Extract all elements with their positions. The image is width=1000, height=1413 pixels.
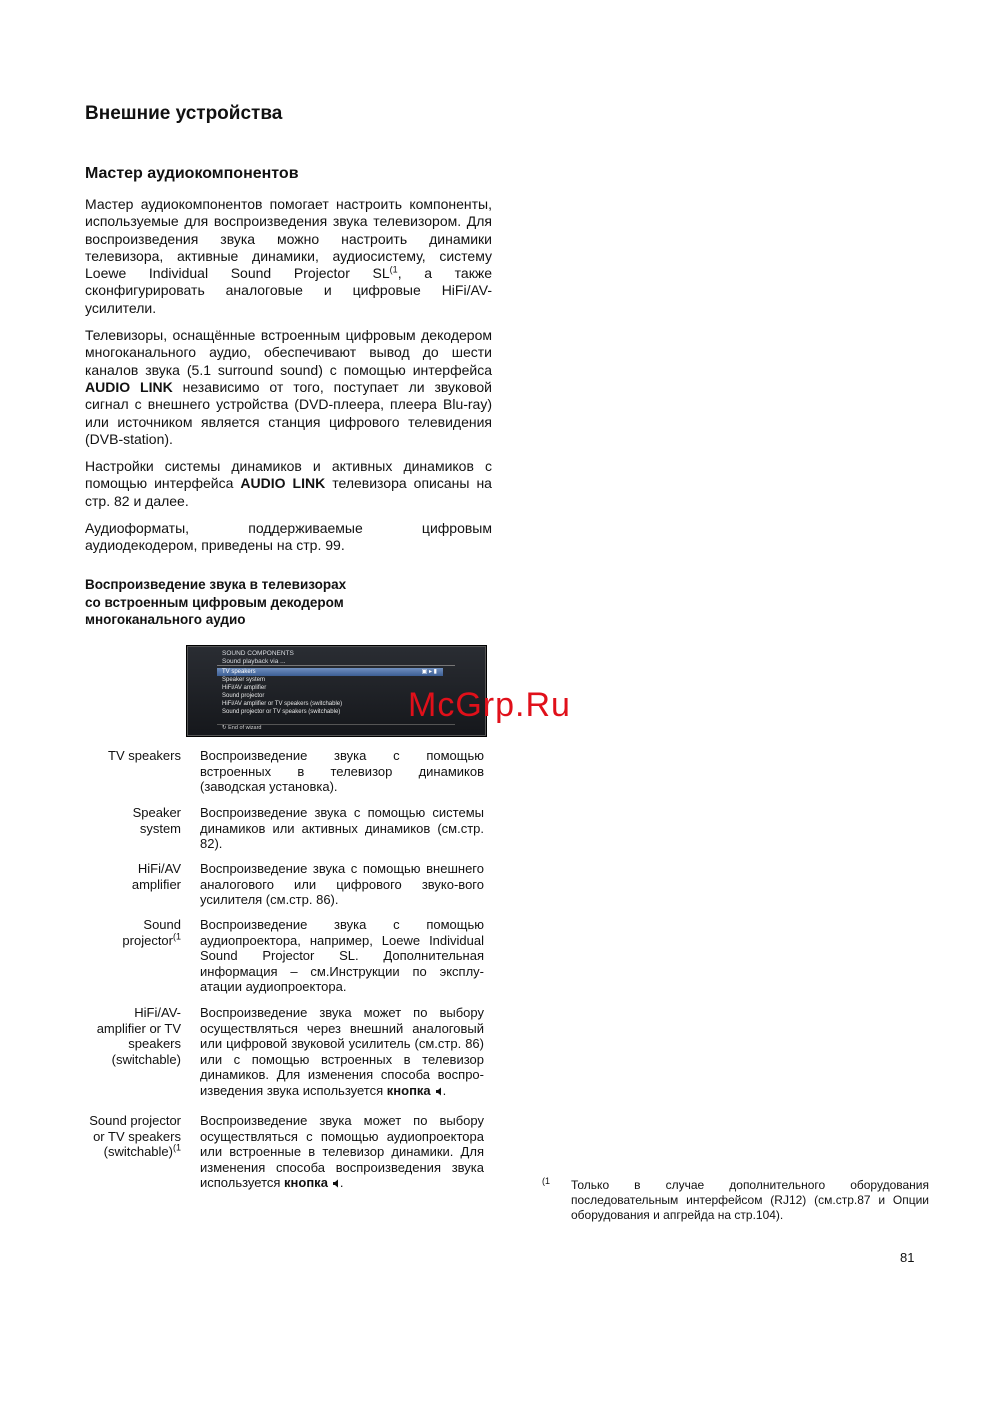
paragraph-4: Аудиоформаты, поддерживаемые цифровым аудиодекодером, приведены на стр. 99. [85,520,492,554]
page-number: 81 [900,1250,915,1265]
tv-menu-item: Speaker system [222,677,266,683]
term-sound-projector: Sound projector$^{(1}$ [122,917,181,948]
tv-menu-header: SOUND COMPONENTS Sound playback via ... [222,650,294,665]
def-speaker-system: Воспроизведение звука с помощью системы динамиков или активных динамиков (см.стр. 82). [200,805,484,851]
tv-menu-item: HiFi/AV amplifier or TV speakers (switchable) [222,701,343,707]
paragraph-2: Телевизоры, оснащённые встроенным цифровым декодером многоканального аудио, обеспечивают вывод до шести каналов звука (5.1 surround sound) с помощью интерфейса AUDIO LINK независимо от того, поступает ли звуковой сигнал с внешнего устройства (DVD-плеера, плеера Blu-ray) или источником является станция цифрового телевидения (DVB-station). [85,327,492,447]
speaker-icon [332,1179,340,1188]
speaker-icon [435,1087,443,1096]
page-title: Внешние устройства [85,103,283,124]
tv-menu-item: Sound projector [222,693,265,699]
term-projector-or-tv-switchable: Sound projector or TV speakers (switchable)$^{(1}$ [89,1113,181,1159]
def-hifi-or-tv-switchable: Воспроизведение звука может по выбору осуществляться через внешний аналоговый или цифровой звуковой усилитель (см.стр. 86) или с помощью встроенных в телевизор динамиков. Для изменения способа воспро-изведения звука используется кнопка . [200,1005,484,1098]
paragraph-3: Настройки системы динамиков и активных динамиков с помощью интерфейса AUDIO LINK телевизора описаны на стр. 82 и далее. [85,458,492,509]
term-tv-speakers: TV speakers [108,748,181,763]
subsection-title: Воспроизведение звука в телевизорах со встроенным цифровым декодером многоканального аудио [85,577,347,627]
def-hifi-av-amplifier: Воспроизведение звука с помощью внешнего аналогового или цифрового звуко-вого усилителя (см.стр. 86). [200,861,484,907]
def-tv-speakers: Воспроизведение звука с помощью встроенных в телевизор динамиков (заводская установка). [200,748,484,794]
intro-text [85,196,492,565]
term-hifi-av-amplifier: HiFi/AV amplifier [131,861,181,892]
def-projector-or-tv-switchable: Воспроизведение звука может по выбору осуществляться с помощью аудиопроектора или встроенные в телевизор динамики. Для изменения способа воспроизведения звука используется кнопка . [200,1113,484,1190]
tv-menu-item: HiFi/AV amplifier [222,685,267,691]
def-sound-projector: Воспроизведение звука с помощью аудиопроектора, например, Loewe Individual Sound Projector SL. Дополнительная информация – см.Инструкции по эксплу-атации аудиопроектора. [200,917,484,994]
tv-menu-item: TV speakers ▣ ▸ ▮ [217,668,443,676]
tv-menu-icons: ▣ ▸ ▮ [421,669,437,675]
watermark: McGrp.Ru [408,686,571,724]
term-speaker-system: Speaker system [132,805,181,836]
term-hifi-or-tv-switchable: HiFi/AV-amplifier or TV speakers (switchable) [96,1005,181,1067]
paragraph-1: Мастер аудиокомпонентов помогает настроить компоненты, используемые для воспроизведения звука телевизором. Для воспроизведения звука можно настроить динамики телевизора, активные динамики, аудиосистему, систему Loewe Individual Sound Projector SL$^{(1}$, а также сконфигурировать аналоговые и цифровые HiFi/AV-усилители. [85,196,492,316]
tv-menu-item: Sound projector or TV speakers (switchable) [222,709,341,715]
footnote-text: Только в случае дополнительного оборудования последовательным интерфейсом (RJ12) (см.стр.87 и Опции оборудования и апгрейда на стр.104). [571,1178,929,1222]
footnote-mark: (1 [542,1176,551,1186]
tv-menu-footer: ↻ End of wizard [222,725,262,731]
section-title: Мастер аудиокомпонентов [85,165,299,182]
